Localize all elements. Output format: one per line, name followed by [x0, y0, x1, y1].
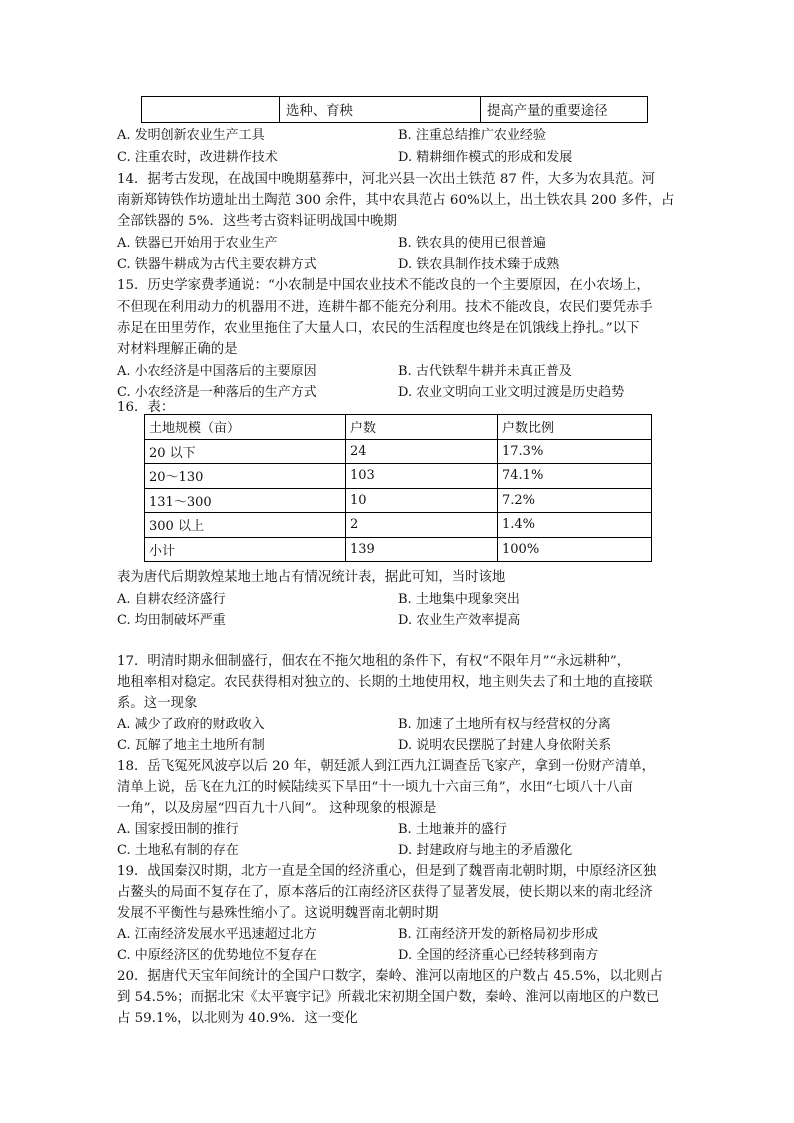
top-table: [141, 96, 648, 123]
q19-option-c: C. 中原经济区的优势地位不复存在: [117, 948, 317, 963]
q13-option-a: A. 发明创新农业生产工具: [117, 128, 265, 143]
table-cell: [142, 97, 280, 123]
q17-text: 17．明清时期永佃制盛行，佃农在不拖欠地租的条件下，有权“不限年月”“永远耕种”，: [117, 654, 631, 669]
q15-option-a: A. 小农经济是中国落后的主要原因: [117, 364, 317, 379]
q16-option-d: D. 农业生产效率提高: [398, 613, 521, 628]
q17-text: 地租率相对稳定。农民获得相对独立的、长期的土地使用权，地主则失去了和土地的直接联: [117, 675, 653, 690]
q15-text: 赤足在田里劳作，农业里拖住了大量人口，农民的生活程度也终是在饥饿线上挣扎。”以下: [117, 321, 640, 336]
q17-text: 系。这一现象: [117, 696, 198, 711]
table-row: [145, 537, 652, 562]
table-header: 土地规模（亩）: [145, 415, 346, 440]
table-cell: 103: [346, 464, 498, 489]
q16-caption: 表为唐代后期敦煌某地土地占有情况统计表，据此可知，当时该地: [117, 570, 506, 585]
q19-text: 占鳌头的局面不复存在了，原本落后的江南经济区获得了显著发展，使长期以来的南北经济: [117, 885, 653, 900]
table-cell: 提高产量的重要途径: [481, 97, 648, 123]
q14-option-d: D. 铁农具制作技术臻于成熟: [398, 257, 560, 272]
q19-option-a: A. 江南经济发展水平迅速超过北方: [117, 927, 317, 942]
q18-option-a: A. 国家授田制的推行: [117, 822, 239, 837]
q18-text: 一角”，以及房屋“四百九十八间”。 这种现象的根源是: [117, 801, 437, 816]
q14-option-c: C. 铁器牛耕成为古代主要农耕方式: [117, 257, 317, 272]
table-cell: 选种、育秧: [280, 97, 481, 123]
q14-text: 14．据考古发现，在战国中晚期墓葬中，河北兴县一次出土铁范 87 件，大多为农具范。河: [117, 172, 656, 187]
q13-option-c: C. 注重农时，改进耕作技术: [117, 150, 278, 165]
table-cell: 139: [346, 537, 498, 562]
table-cell: 300 以上: [145, 513, 346, 538]
q17-option-a: A. 减少了政府的财政收入: [117, 717, 265, 732]
table-row: [145, 464, 652, 489]
q15-option-c: C. 小农经济是一种落后的生产方式: [117, 385, 317, 400]
table-row: [145, 439, 652, 464]
q15-text: 对材料理解正确的是: [117, 342, 238, 357]
q13-option-d: D. 精耕细作模式的形成和发展: [398, 150, 573, 165]
table-header: 户数: [346, 415, 498, 440]
q19-option-b: B. 江南经济开发的新格局初步形成: [398, 927, 598, 942]
q19-option-d: D. 全国的经济重心已经转移到南方: [398, 948, 599, 963]
q20-text: 占 59.1%，以北则为 40.9%．这一变化: [117, 1011, 358, 1026]
q18-option-b: B. 土地兼并的盛行: [398, 822, 507, 837]
q14-text: 南新郑铸铁作坊遗址出土陶范 300 余件，其中农具范占 60%以上，出土铁农具 200 多件，占: [117, 193, 675, 208]
q17-option-c: C. 瓦解了地主土地所有制: [117, 738, 265, 753]
q14-option-a: A. 铁器已开始用于农业生产: [117, 236, 278, 251]
table-row: [145, 513, 652, 538]
q18-option-c: C. 土地私有制的存在: [117, 843, 239, 858]
q14-text: 全部铁器的 5%．这些考古资料证明战国中晚期: [117, 214, 397, 229]
table-header-row: [145, 415, 652, 440]
q17-option-d: D. 说明农民摆脱了封建人身依附关系: [398, 738, 612, 753]
table-cell: 17.3%: [498, 439, 652, 464]
q18-text: 18．岳飞冤死风波亭以后 20 年，朝廷派人到江西九江调查岳飞家产，拿到一份财产清单，: [117, 759, 656, 774]
table-cell: 131～300: [145, 488, 346, 513]
table-cell: 小计: [145, 537, 346, 562]
q18-text: 清单上说，岳飞在九江的时候陆续买下旱田“十一顷九十六亩三角”，水田“七顷八十八亩: [117, 780, 633, 795]
table-cell: 7.2%: [498, 488, 652, 513]
table-cell: 24: [346, 439, 498, 464]
table-cell: 2: [346, 513, 498, 538]
table-cell: 1.4%: [498, 513, 652, 538]
q16-option-a: A. 自耕农经济盛行: [117, 592, 226, 607]
land-table: [144, 414, 652, 562]
q18-option-d: D. 封建政府与地主的矛盾激化: [398, 843, 573, 858]
q19-text: 19．战国秦汉时期，北方一直是全国的经济重心，但是到了魏晋南北朝时期，中原经济区独: [117, 864, 657, 879]
q15-text: 不但现在利用动力的机器用不进，连耕牛都不能充分利用。技术不能改良，农民们要凭赤手: [117, 300, 653, 315]
q16-label: 16．表：: [117, 400, 175, 415]
q19-text: 发展不平衡性与悬殊性缩小了。这说明魏晋南北朝时期: [117, 906, 439, 921]
q14-option-b: B. 铁农具的使用已很普遍: [398, 236, 546, 251]
table-cell: 100%: [498, 537, 652, 562]
q20-text: 20．据唐代天宝年间统计的全国户口数字，秦岭、淮河以南地区的户数占 45.5%，以北则占: [117, 969, 663, 984]
table-header: 户数比例: [498, 415, 652, 440]
table-cell: 10: [346, 488, 498, 513]
q17-option-b: B. 加速了土地所有权与经营权的分离: [398, 717, 611, 732]
table-cell: 74.1%: [498, 464, 652, 489]
table-cell: 20 以下: [145, 439, 346, 464]
q20-text: 到 54.5%；而据北宋《太平寰宇记》所载北宋初期全国户数，秦岭、淮河以南地区的户数已: [117, 990, 660, 1005]
q13-option-b: B. 注重总结推广农业经验: [398, 128, 546, 143]
table-cell: 20～130: [145, 464, 346, 489]
table-row: [142, 97, 648, 123]
table-row: [145, 488, 652, 513]
q15-option-d: D. 农业文明向工业文明过渡是历史趋势: [398, 385, 625, 400]
q15-text: 15．历史学家费孝通说：“小农制是中国农业技术不能改良的一个主要原因，在小农场上，: [117, 278, 650, 293]
q15-option-b: B. 古代铁犁牛耕并未真正普及: [398, 364, 572, 379]
q16-option-b: B. 土地集中现象突出: [398, 592, 520, 607]
q16-option-c: C. 均田制破坏严重: [117, 613, 226, 628]
